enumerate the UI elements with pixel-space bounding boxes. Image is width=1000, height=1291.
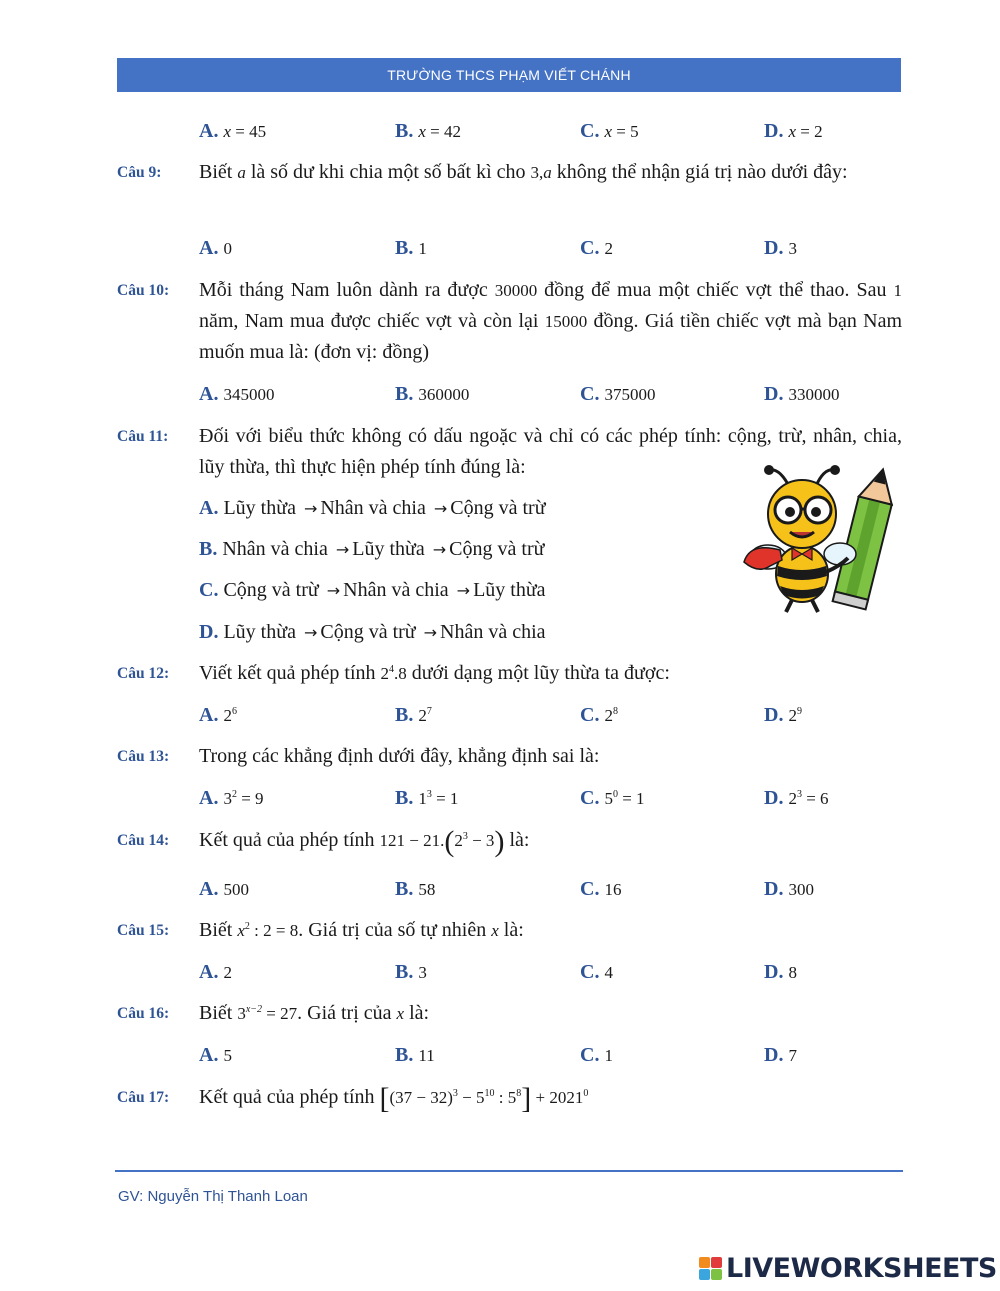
school-name: TRƯỜNG THCS PHẠM VIẾT CHÁNH: [387, 67, 631, 83]
q16-option-a[interactable]: A. 5: [199, 1044, 232, 1066]
logo-square: [699, 1257, 710, 1268]
q9-option-c[interactable]: C. 2: [580, 237, 613, 259]
liveworksheets-logo-icon: [699, 1257, 723, 1281]
arrow-right-icon: →: [432, 540, 447, 559]
q16-option-b[interactable]: B. 11: [395, 1044, 435, 1066]
q8-option-d[interactable]: D. x = 2: [764, 120, 823, 142]
question-text: Kết quả của phép tính $121 - 21.(2^3 - 3)$ là:: [199, 825, 530, 858]
question-text: Kết quả của phép tính [$(37 - 32)^3 - 5^{10}$ : $5^8] + 2021^0$: [199, 1082, 589, 1115]
bee-mascot-illustration: [740, 462, 900, 617]
question-text: Trong các khẳng định dưới đây, khẳng định sai là:: [199, 745, 600, 767]
question-label: Câu 13:: [117, 748, 170, 765]
page-header: [117, 58, 901, 92]
q13-option-d[interactable]: D. $2^3 = 6$: [764, 787, 829, 809]
question-text: Biết $x^2$ : 2 = 8. Giá trị của số tự nhiên x là:: [199, 919, 524, 941]
q10-option-c[interactable]: C. 375000: [580, 383, 656, 405]
question-label: Câu 14:: [117, 832, 170, 849]
arrow-right-icon: →: [423, 623, 438, 642]
question-text: Biết $3^{x-2} = 27$. Giá trị của x là:: [199, 1002, 430, 1024]
q15-option-d[interactable]: D. 8: [764, 961, 797, 983]
arrow-right-icon: →: [303, 499, 318, 518]
question-text: Biết a là số dư khi chia một số bất kì cho 3,a không thể nhận giá trị nào dưới đây:: [199, 161, 848, 183]
arrow-right-icon: →: [456, 581, 471, 600]
question-label: Câu 16:: [117, 1005, 170, 1022]
arrow-right-icon: →: [433, 499, 448, 518]
question-label: Câu 12:: [117, 665, 170, 682]
q9-option-d[interactable]: D. 3: [764, 237, 797, 259]
q9-option-a[interactable]: A. 0: [199, 237, 232, 259]
q9-option-b[interactable]: B. 1: [395, 237, 427, 259]
q15-option-a[interactable]: A. 2: [199, 961, 232, 983]
q12-option-a[interactable]: A. $2^6$: [199, 704, 237, 726]
footer-divider: [115, 1170, 903, 1172]
q12-option-b[interactable]: B. $2^7$: [395, 704, 432, 726]
q8-option-c[interactable]: C. x = 5: [580, 120, 639, 142]
arrow-right-icon: →: [326, 581, 341, 600]
q14-option-c[interactable]: C. 16: [580, 878, 622, 900]
question-label: Câu 11:: [117, 428, 169, 445]
q15-option-c[interactable]: C. 4: [580, 961, 613, 983]
question-label: Câu 9:: [117, 164, 162, 181]
logo-square: [711, 1269, 722, 1280]
question-text: Viết kết quả phép tính $2^4.8$ dưới dạng một lũy thừa ta được:: [199, 662, 670, 684]
arrow-right-icon: →: [303, 623, 318, 642]
question-text: Mỗi tháng Nam luôn dành ra được 30000 đồng để mua một chiếc vợt thể thao. Sau 1 năm, Nam mua được chiếc vợt và còn lại 15000 đồng. Giá tiền chiếc vợt mà bạn Nam muốn mua là: (đơn vị: đồng): [199, 279, 903, 363]
question-label: Câu 10:: [117, 282, 170, 299]
q14-option-a[interactable]: A. 500: [199, 878, 249, 900]
q10-option-a[interactable]: A. 345000: [199, 383, 275, 405]
q13-option-a[interactable]: A. $3^2 = 9$: [199, 787, 264, 809]
q16-option-d[interactable]: D. 7: [764, 1044, 797, 1066]
q16-option-c[interactable]: C. 1: [580, 1044, 613, 1066]
liveworksheets-brand: LIVEWORKSHEETS: [726, 1253, 997, 1284]
q15-option-b[interactable]: B. 3: [395, 961, 427, 983]
q14-option-d[interactable]: D. 300: [764, 878, 814, 900]
q10-option-d[interactable]: D. 330000: [764, 383, 840, 405]
q10-option-b[interactable]: B. 360000: [395, 383, 470, 405]
logo-square: [711, 1257, 722, 1268]
q13-option-b[interactable]: B. $1^3 = 1$: [395, 787, 459, 809]
q12-option-d[interactable]: D. $2^9$: [764, 704, 802, 726]
q12-option-c[interactable]: C. $2^8$: [580, 704, 618, 726]
question-label: Câu 15:: [117, 922, 170, 939]
question-label: Câu 17:: [117, 1089, 170, 1106]
question-text: Đối với biểu thức không có dấu ngoặc và chỉ có các phép tính: cộng, trừ, nhân, chia, lũy thừa, thì thực hiện phép tính đúng là:: [199, 425, 902, 478]
q8-option-b[interactable]: B. x = 42: [395, 120, 461, 142]
q8-option-a[interactable]: A. x = 45: [199, 120, 267, 142]
logo-square: [699, 1269, 710, 1280]
q14-option-b[interactable]: B. 58: [395, 878, 436, 900]
q13-option-c[interactable]: C. $5^0 = 1$: [580, 787, 645, 809]
arrow-right-icon: →: [335, 540, 350, 559]
teacher-name: GV: Nguyễn Thị Thanh Loan: [118, 1188, 308, 1205]
liveworksheets-watermark: [699, 1253, 997, 1284]
